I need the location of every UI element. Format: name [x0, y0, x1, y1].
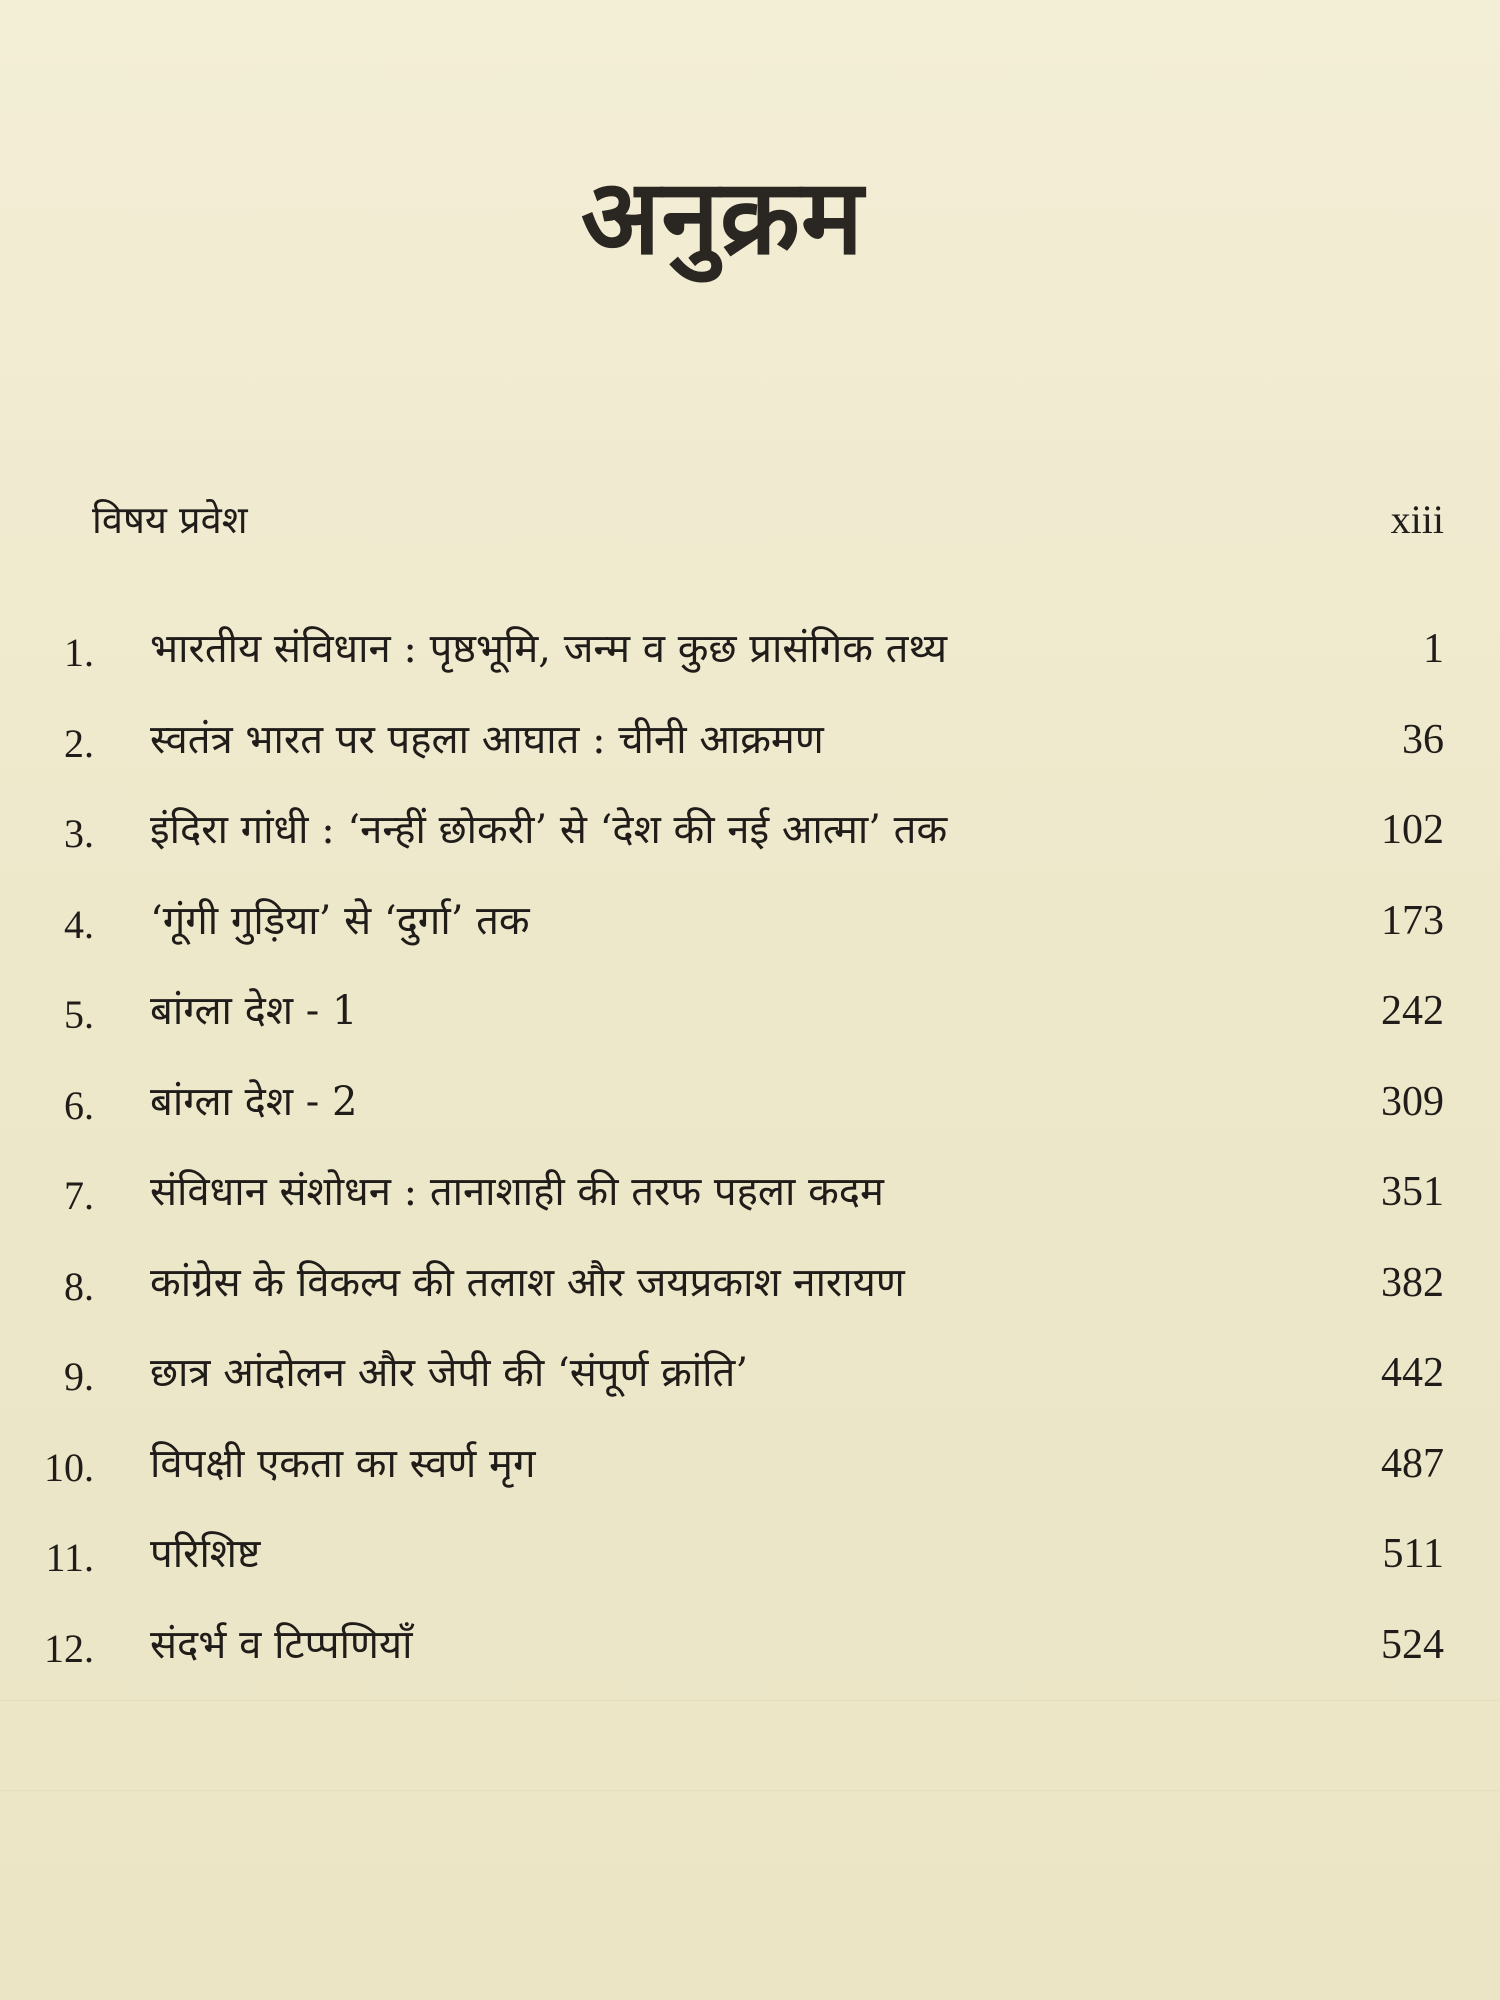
entry-title: संदर्भ व टिप्पणियाँ — [150, 1621, 413, 1668]
toc-entry — [0, 801, 1500, 892]
toc-entry — [0, 620, 1500, 711]
entry-number: 2. — [64, 720, 94, 766]
entry-number: 12. — [44, 1625, 94, 1671]
entry-page-number: 242 — [1381, 988, 1444, 1034]
toc-entry — [0, 1073, 1500, 1164]
entry-number: 5. — [64, 992, 94, 1037]
toc-entry — [0, 1435, 1500, 1526]
entry-page-number: 173 — [1381, 897, 1444, 944]
entry-number: 4. — [64, 901, 94, 947]
entry-number: 3. — [64, 811, 94, 856]
toc-entry — [0, 892, 1500, 983]
entry-page-number: 524 — [1381, 1621, 1444, 1668]
entry-title: छात्र आंदोलन और जेपी की ‘संपूर्ण क्रांति’ — [150, 1350, 749, 1396]
intro-label: विषय प्रवेश — [92, 498, 248, 542]
entry-number: 7. — [64, 1173, 94, 1218]
entry-number: 10. — [44, 1444, 94, 1490]
entry-page-number: 382 — [1381, 1259, 1444, 1306]
toc-entry — [0, 1525, 1500, 1616]
entry-title: परिशिष्ट — [150, 1531, 261, 1577]
entry-title: विपक्षी एकता का स्वर्ण मृग — [150, 1440, 536, 1487]
intro-page-number: xiii — [1390, 497, 1444, 542]
entry-number: 6. — [64, 1082, 94, 1128]
entry-title: बांग्ला देश - 2 — [150, 1078, 358, 1125]
page-title: अनुक्रम — [580, 156, 865, 278]
intro-row — [92, 495, 1444, 545]
toc-entry — [0, 1616, 1500, 1707]
toc-entry — [0, 1254, 1500, 1345]
entry-page-number: 309 — [1381, 1078, 1444, 1125]
bleed-through-line — [0, 1790, 1500, 1791]
toc-entry — [0, 982, 1500, 1073]
entry-number: 8. — [64, 1263, 94, 1309]
toc-entry — [0, 1344, 1500, 1435]
entry-title: ‘गूंगी गुड़िया’ से ‘दुर्गा’ तक — [150, 897, 530, 944]
entry-number: 9. — [64, 1354, 94, 1399]
entry-number: 11. — [45, 1535, 94, 1580]
entry-page-number: 487 — [1381, 1440, 1444, 1487]
entry-title: कांग्रेस के विकल्प की तलाश और जयप्रकाश नारायण — [150, 1259, 905, 1306]
entry-page-number: 511 — [1382, 1531, 1444, 1577]
entry-page-number: 351 — [1381, 1169, 1444, 1215]
entry-page-number: 102 — [1381, 807, 1444, 853]
entry-page-number: 1 — [1423, 626, 1444, 672]
entry-title: बांग्ला देश - 1 — [150, 988, 358, 1034]
entry-title: इंदिरा गांधी : ‘नन्हीं छोकरी’ से ‘देश की नई आत्मा’ तक — [150, 807, 948, 853]
toc-entry — [0, 711, 1500, 802]
entry-title: स्वतंत्र भारत पर पहला आघात : चीनी आक्रमण — [150, 716, 824, 763]
toc-entry — [0, 1163, 1500, 1254]
entry-title: संविधान संशोधन : तानाशाही की तरफ पहला कदम — [150, 1169, 884, 1215]
entry-number: 1. — [64, 630, 94, 675]
table-of-contents — [0, 620, 1500, 1706]
entry-title: भारतीय संविधान : पृष्ठभूमि, जन्म व कुछ प्रासंगिक तथ्य — [150, 626, 948, 672]
entry-page-number: 442 — [1381, 1350, 1444, 1396]
entry-page-number: 36 — [1402, 716, 1444, 763]
